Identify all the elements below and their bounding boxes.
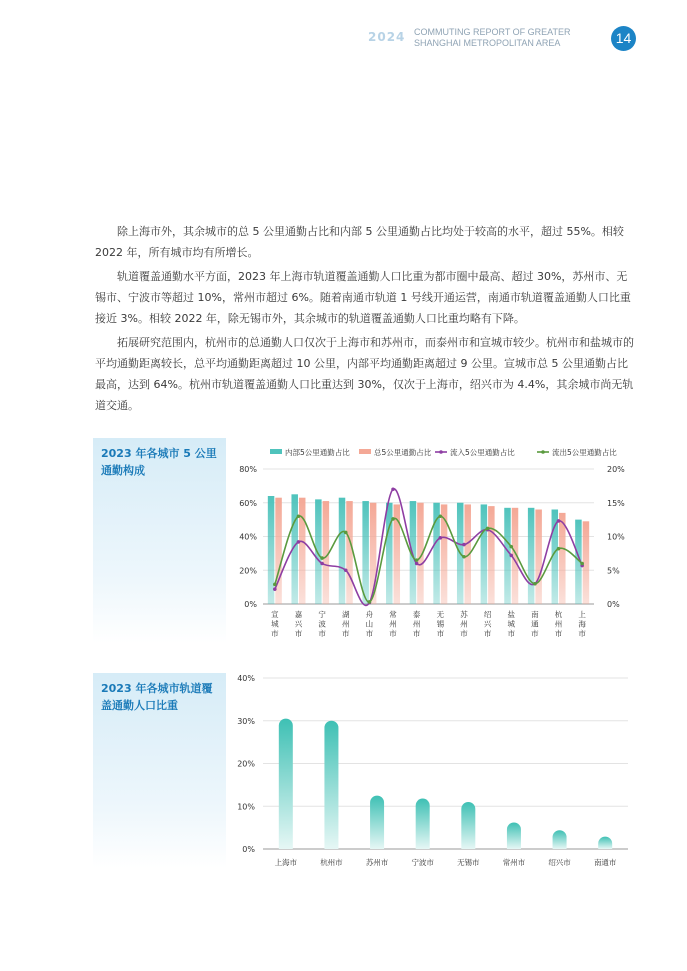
x-tick-label: 常州市 [389, 610, 397, 638]
x-tick-label: 苏州市 [365, 858, 389, 867]
x-tick-label: 宁波市 [411, 858, 434, 867]
x-tick-label: 苏州市 [460, 610, 468, 638]
point-outflow-5km [509, 545, 513, 549]
bar-rail-coverage [416, 799, 430, 849]
legend-marker [439, 450, 443, 454]
x-tick-label: 常州市 [502, 858, 526, 867]
point-outflow-5km [557, 547, 561, 551]
chart2-title: 2023 年各城市轨道覆盖通勤人口比重 [101, 682, 213, 712]
y-tick-label: 20% [237, 759, 255, 769]
legend-swatch [270, 449, 282, 454]
bar-internal-5km [528, 508, 535, 604]
paragraph: 除上海市外，其余城市的总 5 公里通勤占比和内部 5 公里通勤占比均处于较高的水平，超过 55%。相较 2022 年，所有城市均有所增长。 [95, 225, 624, 259]
point-inflow-5km [439, 536, 443, 540]
point-outflow-5km [391, 517, 395, 521]
legend-marker [541, 450, 545, 454]
bar-rail-coverage [279, 719, 293, 849]
y-tick-label: 0% [242, 845, 255, 854]
point-inflow-5km [462, 543, 466, 547]
header-year: 2024 [368, 30, 406, 44]
point-outflow-5km [462, 555, 466, 559]
left-tick-label: 0% [244, 600, 257, 609]
point-inflow-5km [509, 554, 513, 558]
chart2-title-panel [93, 673, 226, 868]
point-inflow-5km [391, 487, 395, 491]
x-tick-label: 湖州市 [342, 610, 350, 638]
bar-total-5km [346, 501, 353, 604]
x-tick-label: 上海市 [578, 610, 586, 638]
x-tick-label: 上海市 [274, 858, 298, 867]
bar-internal-5km [362, 501, 369, 604]
left-tick-label: 80% [239, 465, 257, 474]
bar-rail-coverage [598, 837, 612, 849]
x-tick-label: 盐城市 [507, 610, 515, 638]
right-tick-label: 15% [607, 498, 625, 508]
report-title [414, 27, 571, 49]
bar-total-5km [559, 513, 566, 604]
legend-label: 流入5公里通勤占比 [450, 448, 515, 457]
x-tick-label: 南通市 [531, 610, 539, 638]
bar-total-5km [535, 510, 542, 605]
left-tick-label: 60% [239, 498, 257, 508]
legend-label: 内部5公里通勤占比 [285, 448, 350, 457]
x-tick-label: 宁波市 [318, 610, 326, 638]
legend-label: 总5公里通勤占比 [374, 448, 432, 457]
bar-internal-5km [339, 498, 346, 604]
chart1-title-panel [93, 438, 226, 643]
point-outflow-5km [439, 514, 443, 518]
x-tick-label: 杭州市 [554, 610, 563, 638]
right-tick-label: 0% [607, 600, 620, 609]
bar-rail-coverage [507, 822, 521, 849]
x-tick-label: 嘉兴市 [294, 610, 303, 638]
bar-rail-coverage [553, 830, 567, 849]
y-tick-label: 10% [237, 802, 255, 812]
bar-rail-coverage [370, 796, 384, 849]
y-tick-label: 30% [237, 716, 255, 726]
x-tick-label: 绍兴市 [548, 858, 571, 867]
point-outflow-5km [486, 527, 490, 531]
legend-swatch [359, 449, 371, 454]
point-outflow-5km [533, 582, 537, 586]
right-tick-label: 5% [607, 566, 620, 576]
bar-internal-5km [268, 496, 275, 604]
chart1-commute-composition [226, 440, 646, 650]
point-outflow-5km [273, 583, 277, 587]
point-inflow-5km [344, 568, 348, 572]
report-title-line1: COMMUTING REPORT OF GREATER [414, 27, 571, 37]
x-tick-label: 宣城市 [271, 610, 279, 638]
point-inflow-5km [557, 519, 561, 523]
point-inflow-5km [297, 540, 301, 544]
point-outflow-5km [344, 531, 348, 535]
point-outflow-5km [320, 556, 324, 560]
left-tick-label: 20% [239, 566, 257, 576]
point-outflow-5km [415, 558, 419, 562]
x-tick-label: 绍兴市 [483, 610, 492, 638]
point-outflow-5km [580, 562, 584, 566]
bar-rail-coverage [461, 802, 475, 849]
chart2-rail-coverage [226, 668, 646, 878]
bar-total-5km [488, 506, 495, 604]
x-tick-label: 舟山市 [365, 610, 374, 638]
point-outflow-5km [297, 514, 301, 518]
x-tick-label: 杭州市 [320, 858, 343, 867]
point-outflow-5km [368, 600, 372, 604]
y-tick-label: 40% [237, 674, 255, 683]
bar-internal-5km [481, 504, 488, 604]
bar-rail-coverage [324, 721, 338, 849]
body-text [95, 221, 635, 419]
x-tick-label: 无锡市 [457, 858, 480, 867]
right-tick-label: 10% [607, 532, 625, 542]
legend-label: 流出5公里通勤占比 [552, 448, 617, 457]
right-tick-label: 20% [607, 465, 625, 474]
point-inflow-5km [415, 562, 419, 566]
bar-total-5km [275, 498, 282, 604]
left-tick-label: 40% [239, 532, 257, 542]
x-tick-label: 南通市 [593, 858, 617, 867]
paragraph: 轨道覆盖通勤水平方面，2023 年上海市轨道覆盖通勤人口比重为都市圈中最高、超过 30%，苏州市、无锡市、宁波市等超过 10%，常州市超过 6%。随着南通市轨道 1 号线开通运营，南通市轨道覆盖通勤人口比重接近 3%。相较 2022 年，除无锡市外，其余城市的轨道覆盖通勤人口比重均略有下降。 [95, 270, 631, 325]
page-number: 14 [611, 26, 636, 51]
point-inflow-5km [273, 587, 277, 591]
chart1-title: 2023 年各城市 5 公里通勤构成 [101, 447, 217, 477]
paragraph: 拓展研究范围内，杭州市的总通勤人口仅次于上海市和苏州市，而泰州市和宣城市较少。杭州市和盐城市的平均通勤距离较长，总平均通勤距离超过 10 公里，内部平均通勤距离超过 9 公里。宣城市总 5 公里通勤占比最高，达到 64%。杭州市轨道覆盖通勤人口比重达到 30%，仅次于上海市，绍兴市为 4.4%，其余城市尚无轨道交通。 [95, 336, 634, 412]
bar-total-5km [299, 498, 306, 604]
report-title-line2: SHANGHAI METROPOLITAN AREA [414, 38, 561, 48]
x-tick-label: 无锡市 [436, 610, 445, 638]
bar-internal-5km [315, 499, 322, 604]
point-inflow-5km [320, 562, 324, 566]
x-tick-label: 泰州市 [412, 610, 421, 638]
